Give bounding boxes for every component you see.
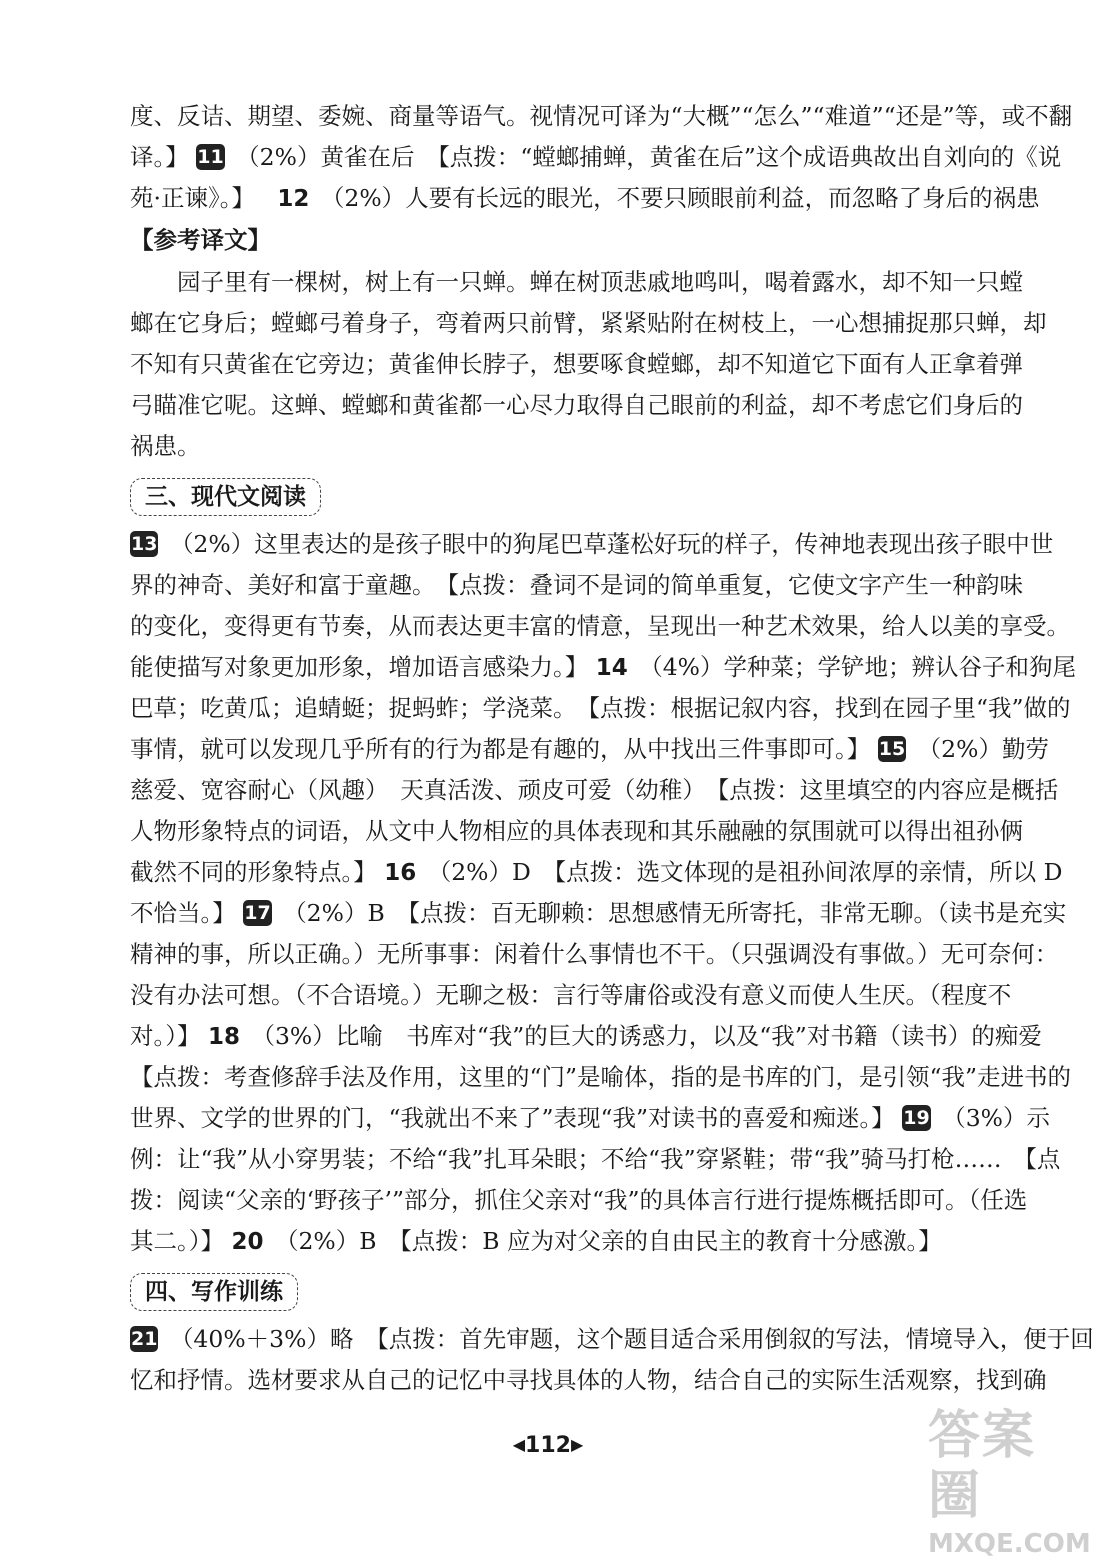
text-line [130, 1221, 1000, 1261]
text-fragment: 截然不同的形象特点。】 [130, 858, 377, 886]
text-line: 慈爱、宽容耐心（风趣） 天真活泼、顽皮可爱（幼稚） 【点拨：这里填空的内容应是概括 [130, 776, 1059, 804]
text-fragment: （40%＋3%）略 【点拨：首先审题，这个题目适合采用倒叙的写法，情境导入，便于回 [169, 1325, 1094, 1353]
text-line [130, 1098, 1051, 1138]
right-triangle-icon: ▶ [570, 1435, 584, 1454]
question-number-badge: 13 [131, 533, 158, 555]
text-fragment: 世界、文学的世界的门，“我就出不来了”表现“我”对读书的喜爱和痴迷。】 [130, 1104, 895, 1132]
text-fragment: 其二。）】 [130, 1227, 224, 1255]
text-line: 园子里有一棵树，树上有一只蝉。蝉在树顶悲戚地鸣叫，喝着露水，却不知一只螳 [177, 268, 1023, 296]
reference-translation-heading: 【参考译文】 [130, 226, 271, 254]
text-line [130, 137, 1062, 177]
text-fragment: （2%）这里表达的是孩子眼中的狗尾巴草蓬松好玩的样子，传神地表现出孩子眼中世 [169, 530, 1054, 558]
text-line: 拨：阅读“父亲的‘野孩子’”部分，抓住父亲对“我”的具体言行进行提炼概括即可。（任选 [130, 1186, 1028, 1214]
text-fragment: （2%）人要有长远的眼光，不要只顾眼前利益，而忽略了身后的祸患 [320, 184, 1040, 212]
text-fragment: 能使描写对象更加形象，增加语言感染力。】 [130, 653, 589, 681]
text-fragment: （2%）勤劳 [917, 735, 1049, 763]
text-fragment: （2%）B 【点拨：百无聊赖：思想感情无所寄托，非常无聊。（读书是充实 [283, 899, 1067, 927]
question-number: 20 [231, 1229, 264, 1255]
watermark [928, 1406, 1091, 1559]
question-number-badge: 11 [197, 146, 224, 168]
question-number-badge: 15 [878, 738, 906, 760]
question-number-badge: 17 [244, 902, 271, 924]
text-line [130, 1319, 1094, 1359]
text-fragment: （3%）比喻 书库对“我”的巨大的诱惑力，以及“我”对书籍（读书）的痴爱 [251, 1022, 1042, 1050]
text-line: 螂在它身后；螳螂弓着身子，弯着两只前臂，紧紧贴附在树枝上，一心想捕捉那只蝉，却 [130, 309, 1047, 337]
question-number: 16 [384, 860, 417, 886]
text-line [130, 729, 1049, 769]
question-number-badge: 21 [131, 1328, 158, 1350]
text-line [130, 178, 1040, 218]
watermark-logo: 答案圈 [928, 1406, 1037, 1526]
section-heading-writing: 四、写作训练 [130, 1273, 298, 1311]
text-line: 忆和抒情。选材要求从自己的记忆中寻找具体的人物，结合自己的实际生活观察，找到确 [130, 1366, 1047, 1394]
text-line: 没有办法可想。（不合语境。）无聊之极：言行等庸俗或没有意义而使人生厌。（程度不 [130, 981, 1012, 1009]
text-fragment: （2%）D 【点拨：选文体现的是祖孙间浓厚的亲情，所以 D [427, 858, 1063, 886]
text-line [130, 852, 1063, 892]
text-line [130, 1016, 1042, 1056]
text-fragment: （2%）黄雀在后 【点拨：“螳螂捕蝉，黄雀在后”这个成语典故出自刘向的《说 [236, 143, 1062, 171]
text-fragment: 对。）】 [130, 1022, 201, 1050]
text-line: 例：让“我”从小穿男装；不给“我”扎耳朵眼；不给“我”穿紧鞋；带“我”骑马打枪…… 【点 [130, 1145, 1061, 1173]
text-line: 度、反诘、期望、委婉、商量等语气。视情况可译为“大概”“怎么”“难道”“还是”等，或不翻 [130, 102, 1073, 130]
text-line: 界的神奇、美好和富于童趣。 【点拨：叠词不是词的简单重复，它使文字产生一种韵味 [130, 571, 1023, 599]
watermark-url: MXQE.COM [928, 1529, 1091, 1559]
text-line: 的变化，变得更有节奏，从而表达更丰富的情意，呈现出一种艺术效果，给人以美的享受。 [130, 612, 1070, 640]
text-fragment: （4%）学种菜；学铲地；辨认谷子和狗尾 [639, 653, 1077, 681]
text-fragment: 事情，就可以发现几乎所有的行为都是有趣的，从中找出三件事即可。】 [130, 735, 871, 763]
text-fragment: （3%）示 [942, 1104, 1051, 1132]
text-line [130, 524, 1054, 564]
text-line [130, 893, 1067, 933]
text-line: 巴草；吃黄瓜；追蜻蜓；捉蚂蚱；学浇菜。 【点拨：根据记叙内容，找到在园子里“我”做的 [130, 694, 1071, 722]
question-number: 14 [595, 655, 628, 681]
text-fragment: 译。】 [130, 143, 189, 171]
text-line: 不知有只黄雀在它旁边；黄雀伸长脖子，想要啄食螳螂，却不知道它下面有人正拿着弹 [130, 350, 1023, 378]
text-line: 弓瞄准它呢。这蝉、螳螂和黄雀都一心尽力取得自己眼前的利益，却不考虑它们身后的 [130, 391, 1023, 419]
page-number-value: 112 [525, 1433, 571, 1458]
text-fragment: 苑·正谏》。】 [130, 184, 255, 212]
question-number: 18 [207, 1024, 240, 1050]
left-triangle-icon: ◀ [512, 1435, 526, 1454]
text-line: 祸患。 [130, 432, 201, 460]
section-heading-modern-reading: 三、现代文阅读 [130, 478, 321, 516]
text-line: 精神的事，所以正确。）无所事事：闲着什么事情也不干。（只强调没有事做。）无可奈何： [130, 940, 1059, 968]
text-line: 【点拨：考查修辞手法及作用，这里的“门”是喻体，指的是书库的门，是引领“我”走进书的 [130, 1063, 1072, 1091]
question-number-badge: 19 [903, 1107, 930, 1129]
text-fragment: 不恰当。】 [130, 899, 236, 927]
text-fragment: （2%）B 【点拨：B 应为对父亲的自由民主的教育十分感激。】 [274, 1227, 942, 1255]
question-number: 12 [277, 186, 310, 212]
text-line: 人物形象特点的词语，从文中人物相应的具体表现和其乐融融的氛围就可以得出祖孙俩 [130, 817, 1023, 845]
text-line [130, 647, 1077, 687]
